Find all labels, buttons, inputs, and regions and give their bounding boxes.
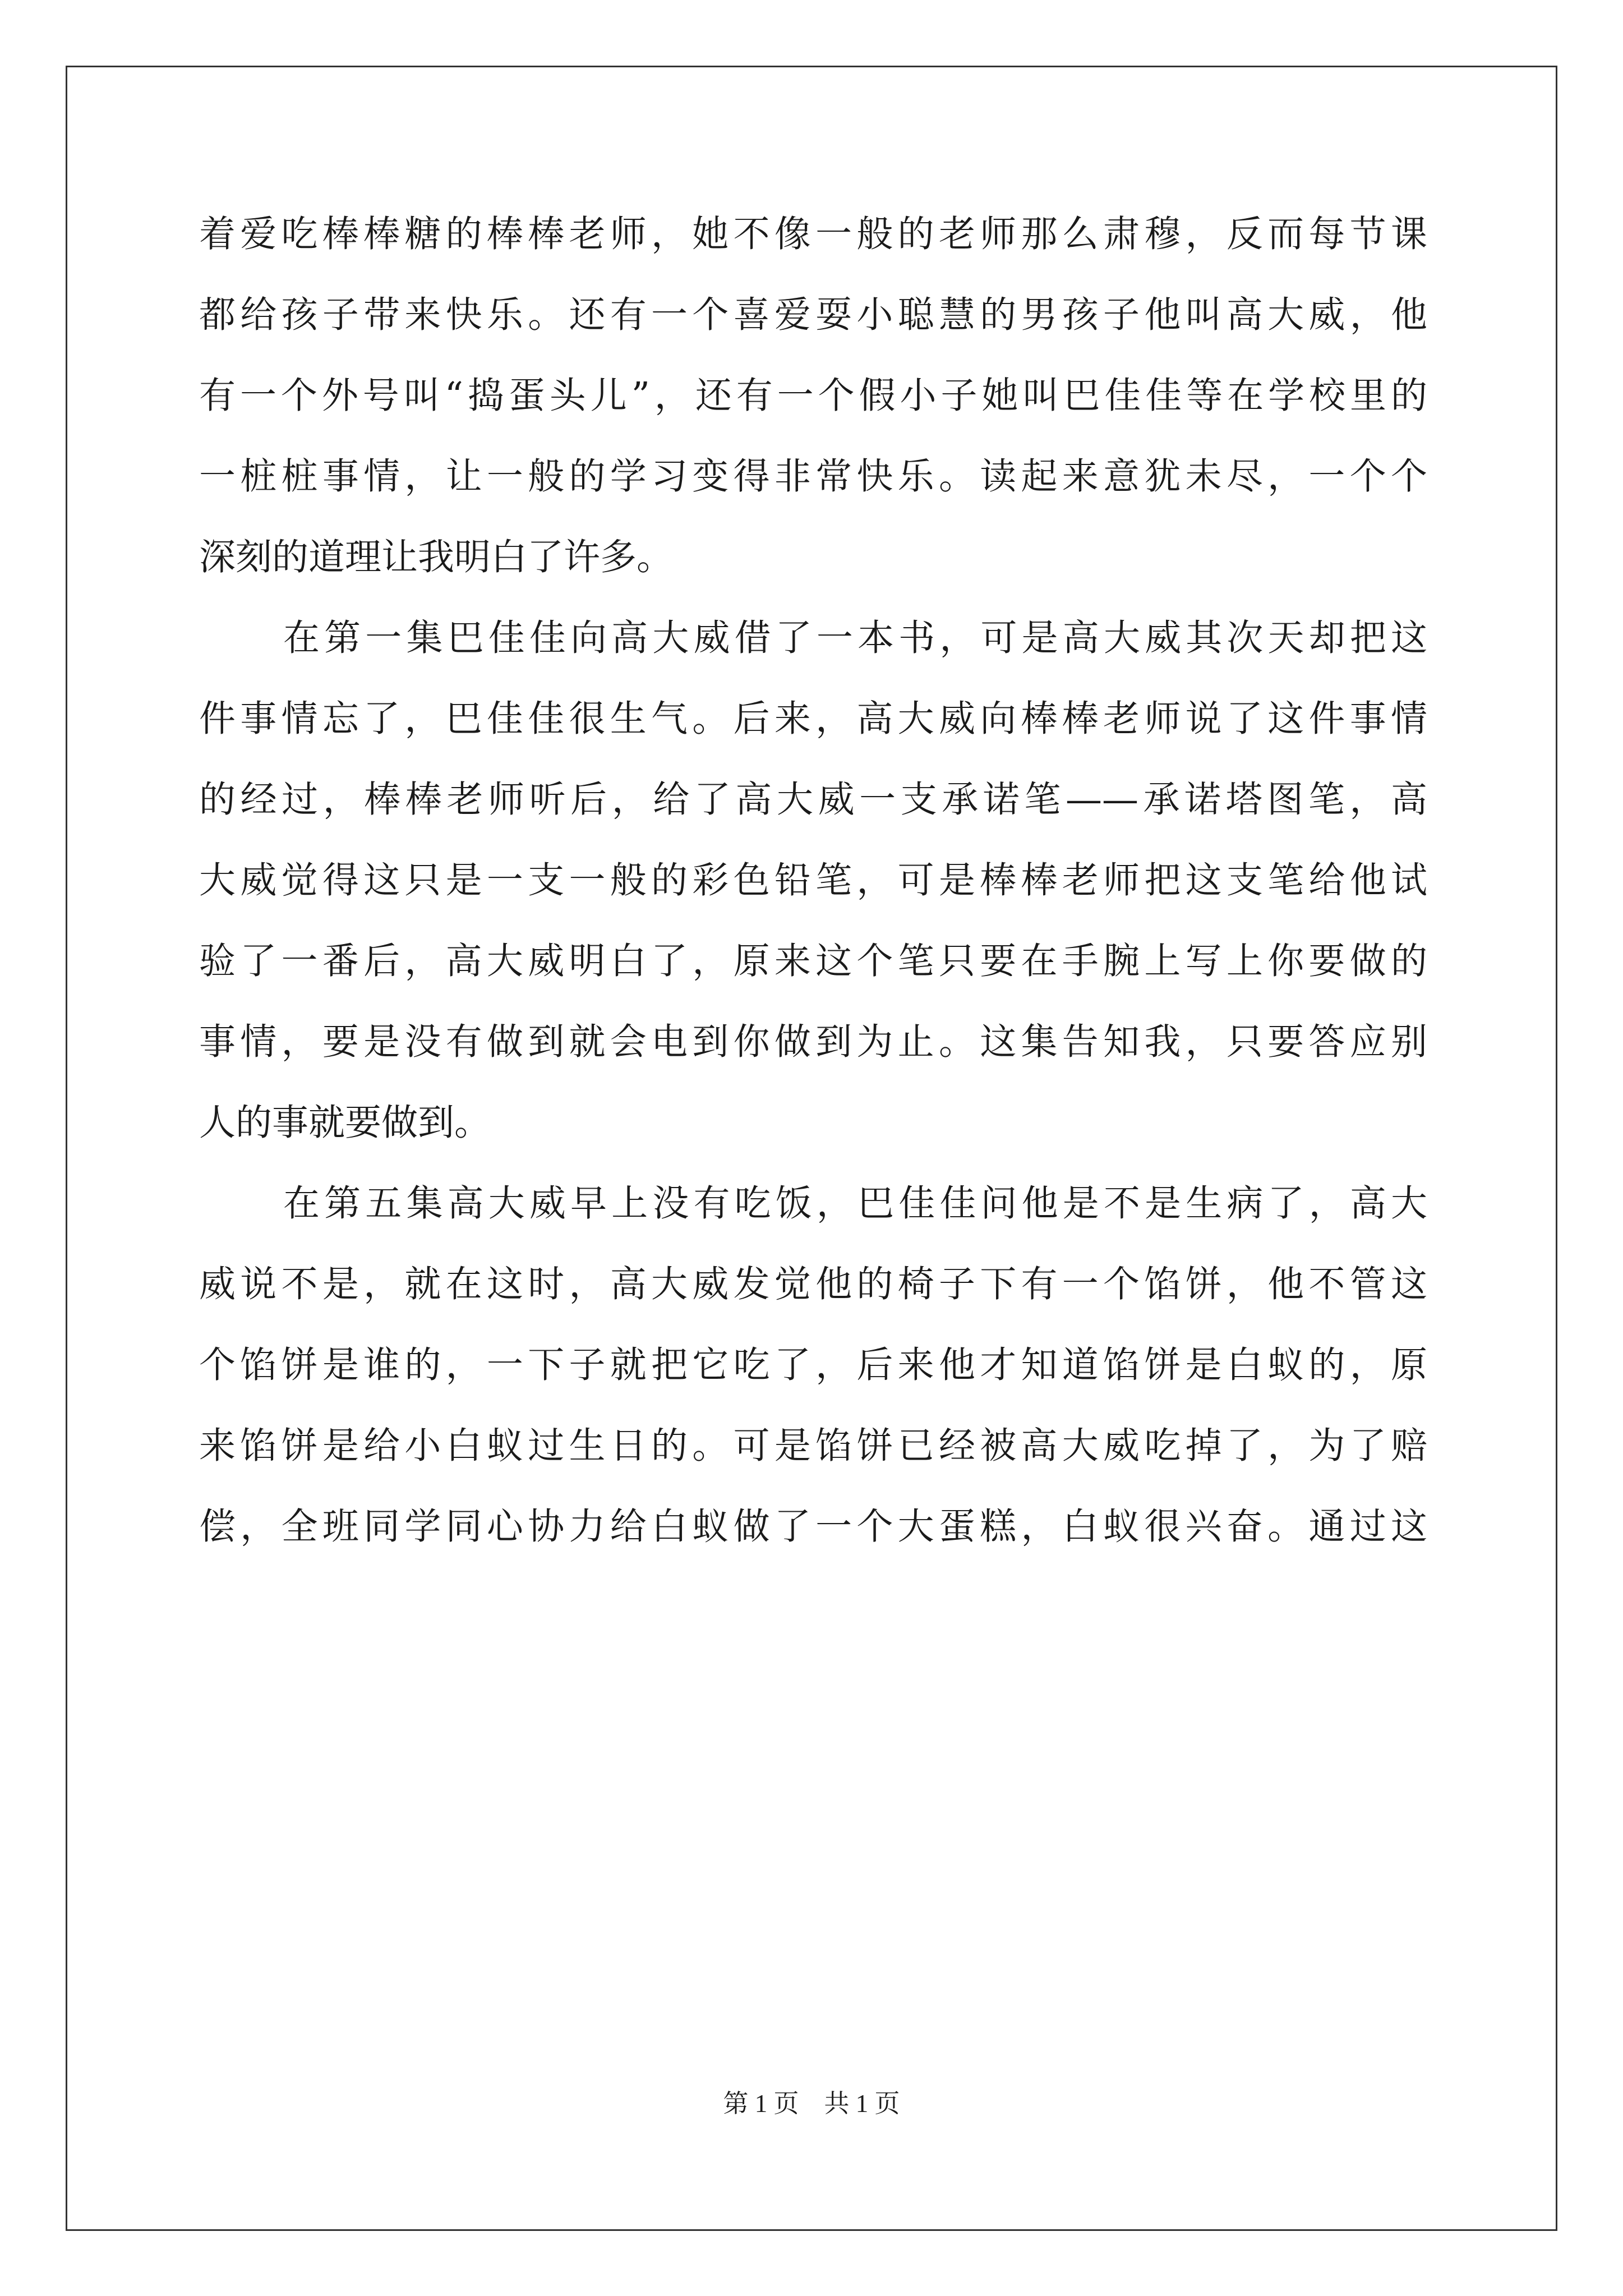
paragraph-2-line-5: 验了一番后，高大威明白了，原来这个笔只要在手腕上写上你要做的 [199, 940, 1427, 982]
paragraph-2-line-1: 在第一集巴佳佳向高大威借了一本书，可是高大威其次天却把这 [283, 617, 1427, 659]
paragraph-3-line-4: 来馅饼是给小白蚁过生日的。可是馅饼已经被高大威吃掉了，为了赔 [199, 1425, 1427, 1467]
paragraph-1-line-3: 有一个外号叫“捣蛋头儿”，还有一个假小子她叫巴佳佳等在学校里的 [199, 375, 1427, 417]
paragraph-3-line-5: 偿，全班同学同心协力给白蚁做了一个大蛋糕，白蚁很兴奋。通过这 [199, 1506, 1427, 1548]
document-body [199, 194, 1427, 1567]
paragraph-1-line-4: 一桩桩事情，让一般的学习变得非常快乐。读起来意犹未尽，一个个 [199, 455, 1427, 498]
paragraph-2-line-7: 人的事就要做到。 [199, 1102, 491, 1144]
paragraph-3-line-1: 在第五集高大威早上没有吃饭，巴佳佳问他是不是生病了，高大 [283, 1182, 1427, 1225]
paragraph-1-line-2: 都给孩子带来快乐。还有一个喜爱耍小聪慧的男孩子他叫高大威，他 [199, 294, 1427, 336]
paragraph-3-line-3: 个馅饼是谁的，一下子就把它吃了，后来他才知道馅饼是白蚁的，原 [199, 1344, 1427, 1386]
paragraph-2-line-2: 件事情忘了，巴佳佳很生气。后来，高大威向棒棒老师说了这件事情 [199, 698, 1427, 740]
paragraph-3-line-2: 威说不是，就在这时，高大威发觉他的椅子下有一个馅饼，他不管这 [199, 1263, 1427, 1305]
page-number-footer: 第 1 页 共 1 页 [723, 2090, 900, 2118]
paragraph-2-line-6: 事情，要是没有做到就会电到你做到为止。这集告知我，只要答应别 [199, 1021, 1427, 1063]
paragraph-1-line-1: 着爱吃棒棒糖的棒棒老师，她不像一般的老师那么肃穆，反而每节课 [199, 213, 1427, 255]
paragraph-2-line-4: 大威觉得这只是一支一般的彩色铅笔，可是棒棒老师把这支笔给他试 [199, 859, 1427, 901]
paragraph-1-line-5: 深刻的道理让我明白了许多。 [199, 536, 674, 578]
paragraph-2-line-3: 的经过，棒棒老师听后，给了高大威一支承诺笔——承诺塔图笔，高 [199, 779, 1427, 821]
